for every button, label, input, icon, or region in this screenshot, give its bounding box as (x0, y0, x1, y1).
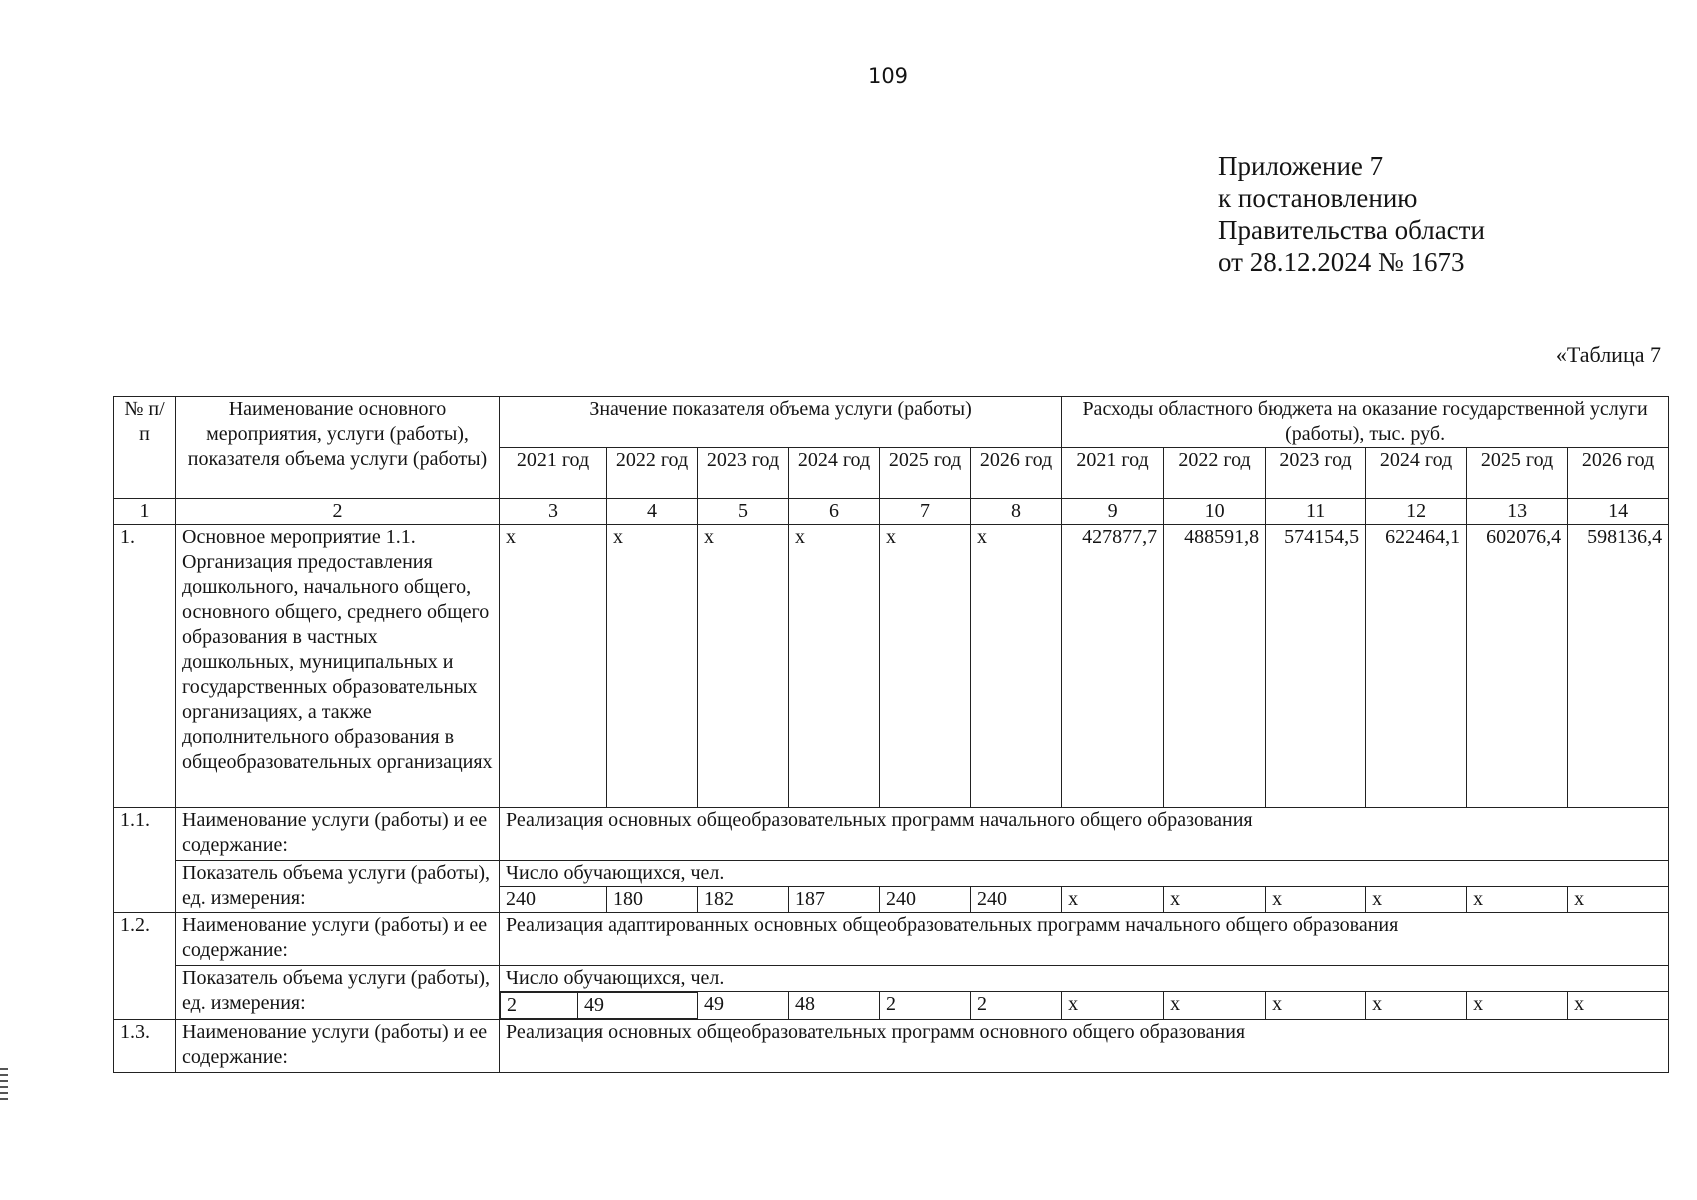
budget-value: 598136,4 (1568, 525, 1669, 808)
data-table (113, 396, 1669, 1073)
volume-value: 2 (880, 992, 971, 1020)
header-budget-group: Расходы областного бюджета на оказание государственной услуги (работы), тыс. руб. (1062, 397, 1669, 448)
budget-value: х (1568, 887, 1669, 913)
volume-value: 187 (789, 887, 880, 913)
service-label: Наименование услуги (работы) и ее содержание: (176, 1020, 500, 1073)
budget-value: х (1266, 887, 1366, 913)
header-volume-year: 2023 год (698, 448, 789, 499)
header-num: № п/п (114, 397, 176, 499)
volume-value: 48 (789, 992, 880, 1020)
appendix-line-2: к постановлению (1218, 183, 1418, 213)
row-num: 1. (114, 525, 176, 808)
table-caption: «Таблица 7 (1555, 342, 1661, 367)
column-number: 9 (1062, 499, 1164, 525)
header-budget-year: 2021 год (1062, 448, 1164, 499)
column-number: 1 (114, 499, 176, 525)
row-name: Основное мероприятие 1.1. Организация предоставления дошкольного, начального общего, основного общего, среднего общего образования в частных дошкольных, муниципальных и государственных образовательных организациях, а также дополнительного образования в общеобразовательных организациях (176, 525, 500, 808)
header-budget-year: 2025 год (1467, 448, 1568, 499)
volume-value: х (607, 525, 698, 808)
volume-value: х (880, 525, 971, 808)
column-number: 5 (698, 499, 789, 525)
budget-value: х (1467, 992, 1568, 1020)
service-label: Наименование услуги (работы) и ее содержание: (176, 913, 500, 966)
budget-value: х (1366, 887, 1467, 913)
appendix-line-4: от 28.12.2024 № 1673 (1218, 247, 1465, 277)
column-number: 6 (789, 499, 880, 525)
service-value: Реализация основных общеобразовательных программ основного общего образования (500, 1020, 1669, 1073)
volume-value: х (971, 525, 1062, 808)
header-volume-year: 2026 год (971, 448, 1062, 499)
volume-value: 240 (971, 887, 1062, 913)
volume-value: 180 (607, 887, 698, 913)
budget-value: х (1568, 992, 1669, 1020)
row-num: 1.3. (114, 1020, 176, 1073)
volume-value: 49 (698, 992, 789, 1020)
volume-value: 240 (880, 887, 971, 913)
appendix-line-1: Приложение 7 (1218, 151, 1384, 181)
header-budget-year: 2026 год (1568, 448, 1669, 499)
header-volume-year: 2021 год (500, 448, 607, 499)
budget-value: х (1062, 992, 1164, 1020)
table-row (114, 1020, 1669, 1073)
volume-value: х (698, 525, 789, 808)
volume-split-cell (500, 992, 698, 1020)
column-number: 14 (1568, 499, 1669, 525)
budget-value: х (1062, 887, 1164, 913)
budget-value: 427877,7 (1062, 525, 1164, 808)
column-number: 8 (971, 499, 1062, 525)
row-num: 1.1. (114, 808, 176, 913)
header-volume-year: 2025 год (880, 448, 971, 499)
margin-binding-marks (0, 1068, 8, 1104)
indicator-value: Число обучающихся, чел. (500, 966, 1669, 992)
column-number: 3 (500, 499, 607, 525)
table-row (114, 525, 1669, 808)
header-volume-group: Значение показателя объема услуги (работы) (500, 397, 1062, 448)
service-value: Реализация адаптированных основных общеобразовательных программ начального общего образования (500, 913, 1669, 966)
column-number: 2 (176, 499, 500, 525)
indicator-value: Число обучающихся, чел. (500, 861, 1669, 887)
header-volume-year: 2022 год (607, 448, 698, 499)
budget-value: х (1366, 992, 1467, 1020)
volume-value: 182 (698, 887, 789, 913)
row-num: 1.2. (114, 913, 176, 1020)
column-number: 10 (1164, 499, 1266, 525)
table-row (114, 861, 1669, 887)
table-row (114, 966, 1669, 992)
header-budget-year: 2022 год (1164, 448, 1266, 499)
budget-value: 488591,8 (1164, 525, 1266, 808)
budget-value: 574154,5 (1266, 525, 1366, 808)
volume-value: 2 (971, 992, 1062, 1020)
volume-value: х (500, 525, 607, 808)
appendix-line-3: Правительства области (1218, 215, 1485, 245)
appendix-block (1218, 150, 1485, 278)
budget-value: х (1164, 992, 1266, 1020)
budget-value: х (1467, 887, 1568, 913)
column-number: 12 (1366, 499, 1467, 525)
volume-value: 49 (578, 993, 698, 1019)
volume-value: 240 (500, 887, 607, 913)
column-number: 4 (607, 499, 698, 525)
table-row (114, 808, 1669, 861)
volume-value: 2 (501, 993, 578, 1019)
column-number: 7 (880, 499, 971, 525)
budget-value: х (1266, 992, 1366, 1020)
indicator-label: Показатель объема услуги (работы), ед. измерения: (176, 966, 500, 1020)
header-budget-year: 2024 год (1366, 448, 1467, 499)
header-name: Наименование основного мероприятия, услуги (работы), показателя объема услуги (работы) (176, 397, 500, 499)
budget-value: х (1164, 887, 1266, 913)
page-number: 109 (867, 64, 909, 88)
header-budget-year: 2023 год (1266, 448, 1366, 499)
column-number: 13 (1467, 499, 1568, 525)
column-number: 11 (1266, 499, 1366, 525)
table-row (114, 913, 1669, 966)
budget-value: 602076,4 (1467, 525, 1568, 808)
budget-value: 622464,1 (1366, 525, 1467, 808)
service-value: Реализация основных общеобразовательных программ начального общего образования (500, 808, 1669, 861)
indicator-label: Показатель объема услуги (работы), ед. измерения: (176, 861, 500, 913)
service-label: Наименование услуги (работы) и ее содержание: (176, 808, 500, 861)
header-volume-year: 2024 год (789, 448, 880, 499)
volume-value: х (789, 525, 880, 808)
